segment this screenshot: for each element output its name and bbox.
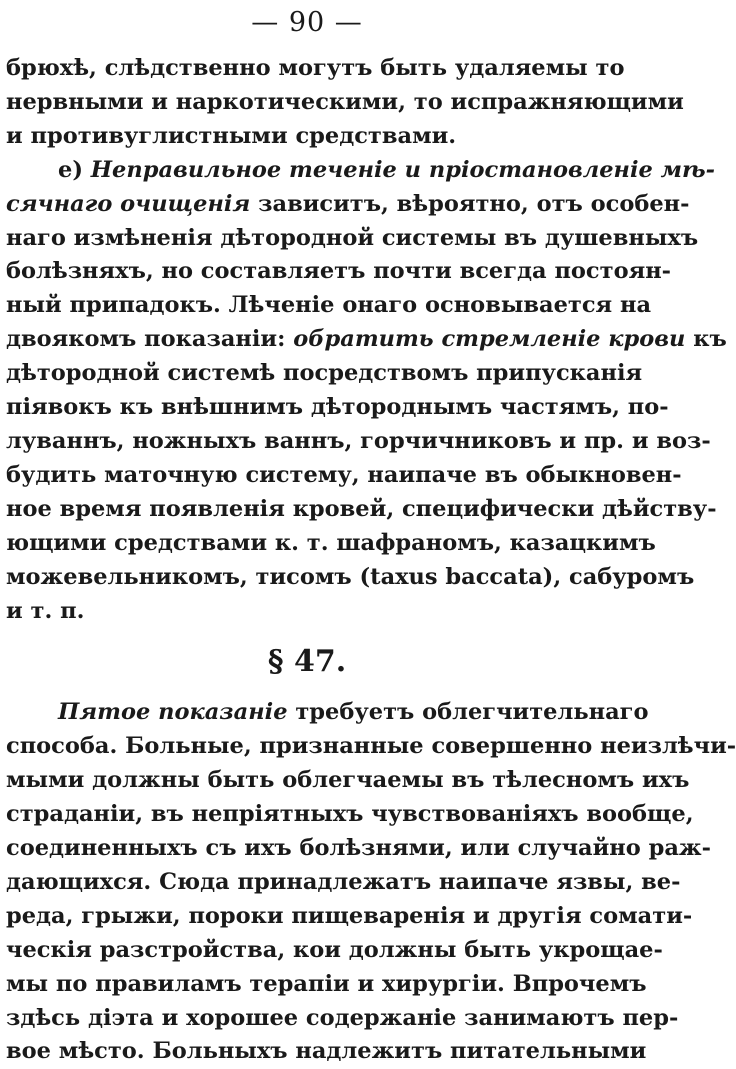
text-line — [6, 1002, 679, 1036]
paragraph-e — [6, 154, 727, 629]
text-line — [6, 255, 672, 289]
text-line — [6, 527, 656, 561]
text-line — [6, 561, 695, 595]
text-line — [6, 425, 711, 459]
text-fragment: здѣсь діэта и хорошее содержаніе занимаютъ пер- — [6, 1004, 679, 1031]
page-number: — 90 — — [251, 7, 363, 38]
italic-emphasis: обратить стремленіе крови — [293, 326, 686, 353]
text-line — [6, 323, 727, 357]
text-line: брюхѣ, слѣдственно могутъ быть удаляемы то — [6, 55, 625, 81]
section-heading: § 47. — [267, 644, 347, 680]
text-fragment: способа. Больные, признанные совершенно неизлѣчи- — [6, 733, 736, 760]
text-line — [6, 900, 693, 934]
text-fragment: ное время появленія кровей, специфически дѣйству- — [6, 495, 717, 522]
text-line — [6, 595, 608, 629]
text-fragment: ющими средствами к. т. шафраномъ, казацкимъ — [6, 529, 656, 556]
text-fragment: болѣзняхъ, но составляетъ почти всегда постоян- — [6, 258, 672, 285]
text-fragment: двоякомъ показаніи: — [6, 326, 294, 353]
text-fragment: зависитъ, вѣроятно, отъ особен- — [250, 190, 690, 217]
text-fragment: наго измѣненія дѣтородной системы въ душевныхъ — [6, 224, 699, 251]
text-fragment: будить маточную систему, наипаче въ обыкновен- — [6, 461, 682, 488]
text-fragment: страданіи, въ непріятныхъ чувствованіяхъ вообще, — [6, 801, 694, 828]
italic-emphasis: Пятое показаніе — [58, 699, 288, 726]
text-line — [6, 866, 681, 900]
text-line — [6, 154, 716, 188]
text-line — [6, 934, 663, 968]
italic-emphasis: сячнаго очищенія — [6, 190, 251, 217]
text-fragment: мы по правиламъ терапіи и хирургіи. Впрочемъ — [6, 970, 647, 997]
text-fragment: мыми должны быть облегчаемы въ тѣлесномъ ихъ — [6, 767, 690, 794]
text-fragment: дѣтородной системѣ посредствомъ припусканія — [6, 360, 643, 387]
text-line — [6, 391, 669, 425]
text-fragment: дающихся. Сюда принадлежатъ наипаче язвы, ве- — [6, 868, 681, 895]
text-line — [6, 832, 711, 866]
text-fragment: ный припадокъ. Лѣченіе онаго основывается на — [6, 292, 652, 319]
text-line — [6, 1035, 647, 1069]
text-line: нервными и наркотическими, то испражняющими — [6, 88, 684, 115]
paragraph-continuation — [6, 52, 684, 154]
italic-emphasis: Неправильное теченіе и пріостановленіе мѣ- — [90, 156, 716, 183]
text-fragment: можевельникомъ, тисомъ (taxus baccata), сабуромъ — [6, 563, 695, 590]
text-fragment: e) — [58, 156, 91, 183]
text-line — [6, 798, 694, 832]
text-line — [6, 968, 647, 1002]
text-line — [6, 222, 699, 256]
text-line — [6, 764, 690, 798]
text-line — [6, 696, 649, 730]
paragraph-section-47 — [6, 696, 736, 1069]
text-fragment: піявокъ къ внѣшнимъ дѣтороднымъ частямъ, по- — [6, 394, 669, 421]
text-fragment: требуетъ облегчительнаго — [287, 699, 649, 726]
text-line — [6, 188, 690, 222]
text-fragment: реда, грыжи, пороки пищеваренія и другія сомати- — [6, 902, 693, 929]
text-fragment: луваннъ, ножныхъ ваннъ, горчичниковъ и пр. и воз- — [6, 427, 711, 454]
text-fragment: ческія разстройства, кои должны быть укрощае- — [6, 936, 663, 963]
text-fragment: и т. п. — [6, 597, 85, 624]
text-line — [6, 459, 682, 493]
text-line — [6, 493, 717, 527]
text-fragment: вое мѣсто. Больныхъ надлежитъ питательными — [6, 1038, 647, 1065]
text-line — [6, 357, 643, 391]
text-line: и противуглистными средствами. — [6, 122, 457, 149]
text-line — [6, 730, 736, 764]
text-fragment: къ — [685, 326, 727, 353]
text-line — [6, 289, 652, 323]
text-fragment: соединенныхъ съ ихъ болѣзнями, или случайно раж- — [6, 835, 711, 862]
